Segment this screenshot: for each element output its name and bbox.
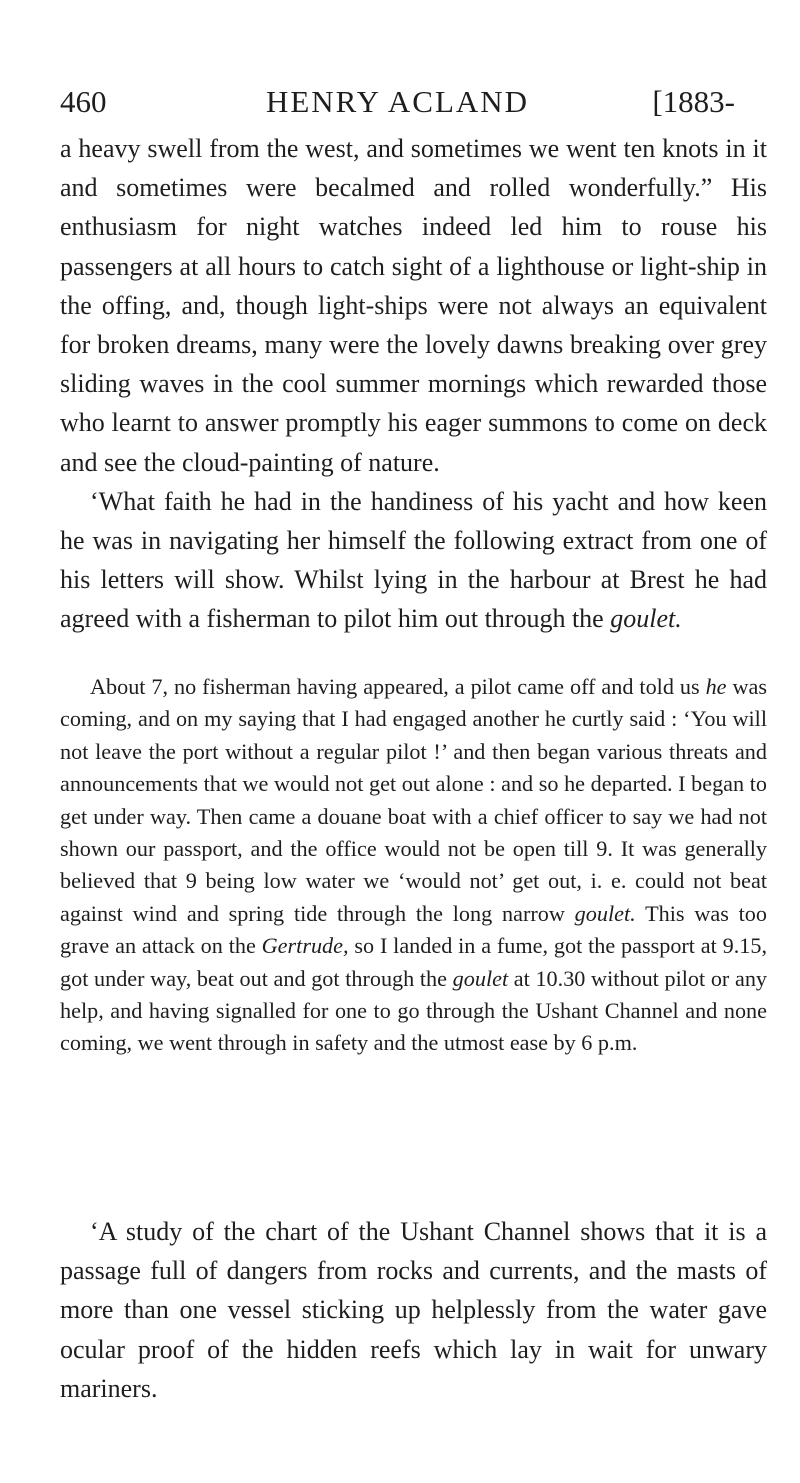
- italic-term: goulet: [452, 965, 509, 991]
- main-text-block: [60, 129, 767, 639]
- extract-text: at 10.30 without pilot or any help, and having signalled for one to go through the Ushant Channel and none coming, we went through in safety and the utmost ease by 6 p.m.: [60, 965, 768, 1056]
- extract-text: This was too grave an attack on the: [60, 900, 767, 959]
- paragraph-continuation: [60, 129, 767, 482]
- italic-term: Gertrude,: [261, 933, 349, 959]
- italic-term: goulet.: [610, 604, 682, 634]
- paragraph-text: ‘What faith he had in the handiness of his yacht and how keen he was in navigating her himself the following extract from one of his letters will show. Whilst lying in the harbour at Brest he had agreed with a fisherman to pilot him out through the: [60, 486, 767, 634]
- italic-term: he: [705, 674, 727, 699]
- extract-text: so I landed in a fume, got the passport at 9.15, got under way, beat out and got through the: [60, 933, 768, 991]
- italic-term: goulet.: [574, 900, 636, 926]
- running-date: [1883-: [652, 84, 735, 119]
- paragraph-text: a heavy swell from the west, and sometimes we went ten knots in it and sometimes were becalmed and rolled wonderfully.” His enthusiasm for night watches indeed led him to rouse his passengers at all hours to catch sight of a lighthouse or light-ship in the offing, and, though light-ships were not always an equivalent for broken dreams, many were the lovely dawns breaking over grey sliding waves in the cool summer mornings which rewarded those who learnt to answer promptly his eager summons to come on deck and see the cloud-painting of nature.: [60, 134, 767, 477]
- running-title: HENRY ACLAND: [265, 84, 530, 119]
- paragraph-text: ‘A study of the chart of the Ushant Channel shows that it is a passage full of dangers from rocks and currents, and the masts of more than one vessel sticking up helplessly from the water gave ocular proof of the hidden reefs which lay in wait for unwary mariners.: [60, 1217, 767, 1403]
- page-number: 460: [60, 84, 107, 119]
- paragraph-yacht: [60, 482, 767, 639]
- extract-text: was coming, and on my saying that I had engaged another he curtly said : ‘You will not leave the port without a regular pilot !’ and then began various threats and announcements that we would not get out alone : and so he departed. I began to get under way. Then came a douane boat with a chief officer to say we had not shown our passport, and the office would not be open till 9. It was generally believed that 9 being low water we ‘would not’ get out, i. e. could not beat against wind and spring tide through the long narrow: [60, 674, 768, 926]
- extract-paragraph: [60, 671, 767, 1060]
- paragraph-ushant: [60, 1212, 767, 1408]
- closing-text-block: [60, 1212, 767, 1408]
- running-head: [60, 82, 735, 122]
- letter-extract: [60, 671, 767, 1060]
- extract-text: About 7, no fisherman having appeared, a pilot came off and told us: [90, 674, 700, 699]
